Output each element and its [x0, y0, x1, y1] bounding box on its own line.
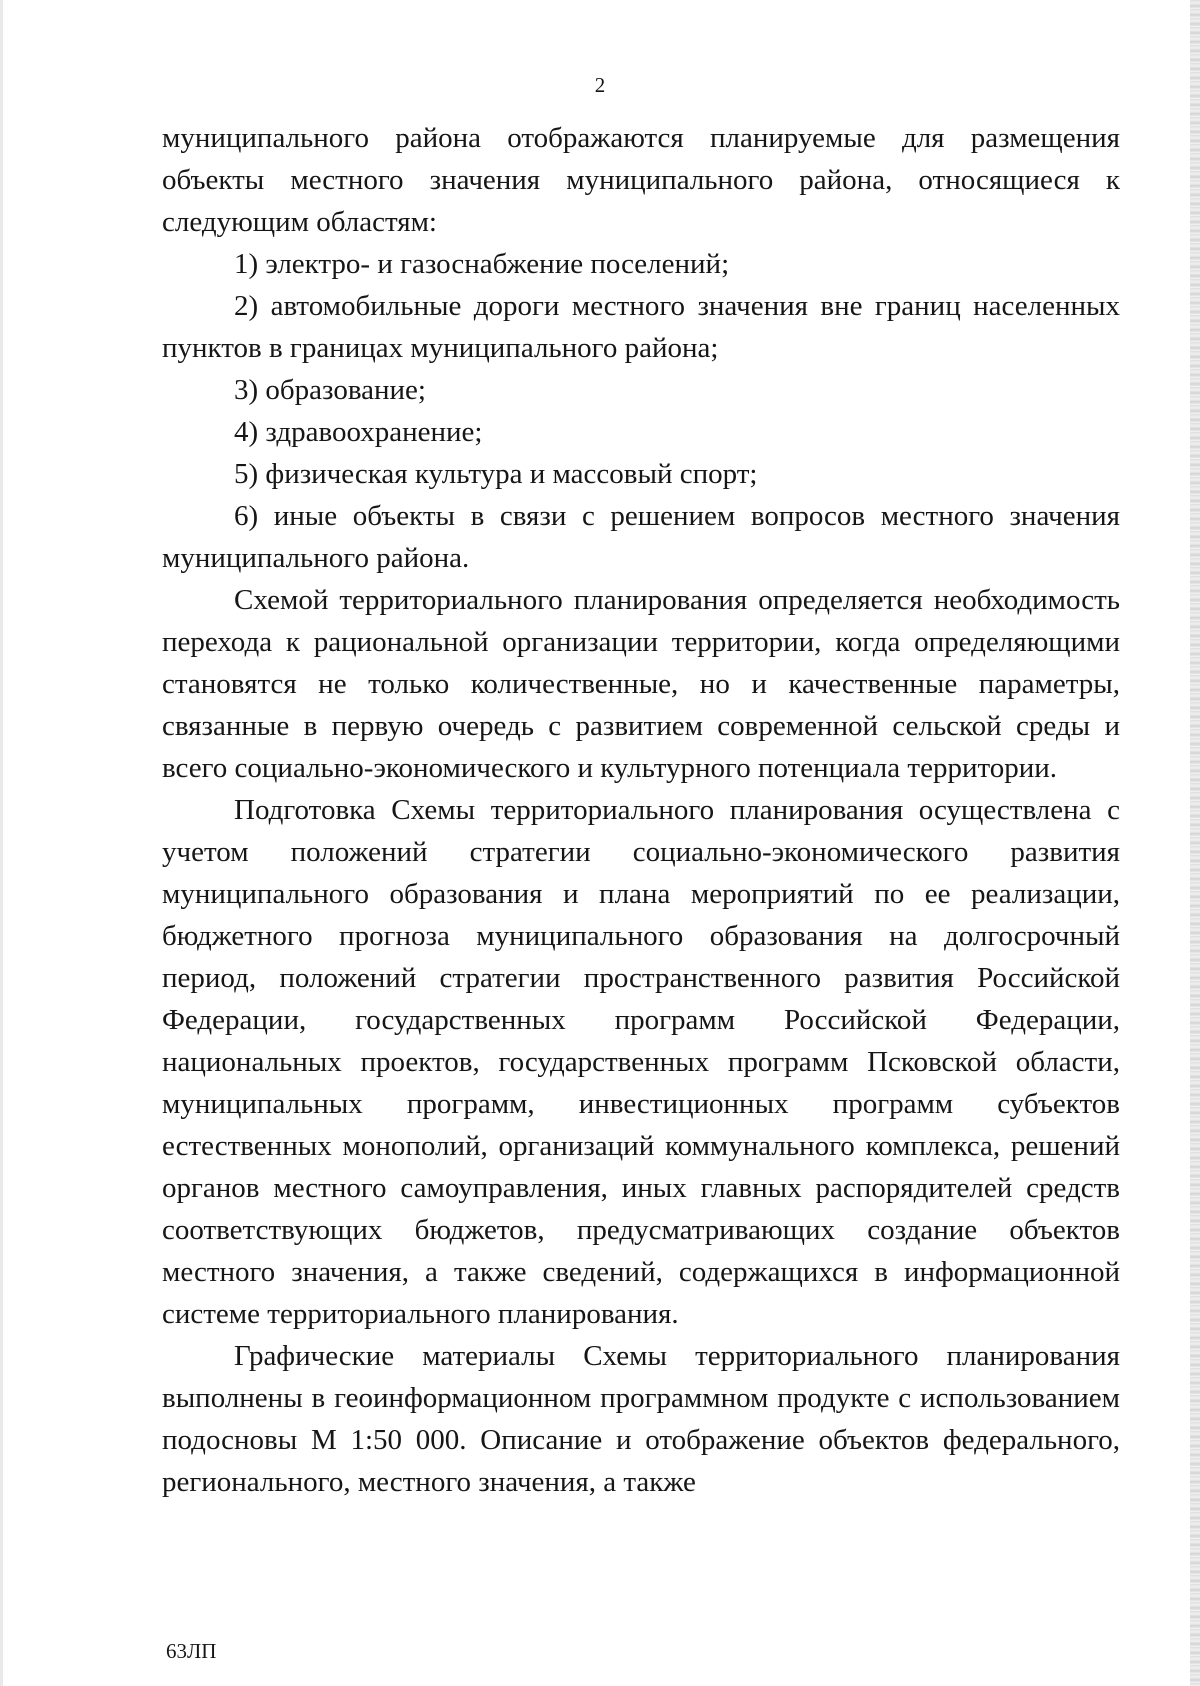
paragraph-graphic-materials: Графические материалы Схемы территориального планирования выполнены в геоинформационном программном продукте с использованием подосновы М 1:50 000. Описание и отображение объектов федерального, регионального, местного значения, а также [162, 1340, 1120, 1498]
page-number: 2 [594, 73, 606, 97]
paragraph-scheme-preparation: Подготовка Схемы территориального планирования осуществлена с учетом положений стратегии социально-экономического развития муниципального образования и плана мероприятий по ее реализации, бюджетного прогноза муниципального образования на долгосрочный период, положений стратегии пространственного развития Российской Федерации, государственных программ Российской Федерации, национальных проектов, государственных программ Псковской области, муниципальных программ, инвестиционных программ субъектов естественных монополий, организаций коммунального комплекса, решений органов местного самоуправления, иных главных распорядителей средств соответствующих бюджетов, предусматривающих создание объектов местного значения, а также сведений, содержащихся в информационной системе территориального планирования. [162, 794, 1120, 1330]
list-item-1: 1) электро- и газоснабжение поселений; [234, 248, 730, 280]
paragraph-scheme-purpose: Схемой территориального планирования определяется необходимость перехода к рациональной организации территории, когда определяющими становятся не только количественные, но и качественные параметры, связанные в первую очередь с развитием современной сельской среды и всего социально-экономического и культурного потенциала территории. [162, 584, 1120, 784]
list-item-5: 5) физическая культура и массовый спорт; [234, 458, 758, 490]
list-item-4: 4) здравоохранение; [234, 416, 483, 448]
scan-border-left [0, 0, 3, 1686]
scan-border-right [1190, 0, 1200, 1686]
footer-document-code: 63ЛП [166, 1639, 217, 1663]
list-item-3: 3) образование; [234, 374, 426, 406]
paragraph-continuation: муниципального района отображаются планируемые для размещения объекты местного значения муниципального района, относящиеся к следующим областям: [162, 122, 1120, 238]
list-item-2: 2) автомобильные дороги местного значения вне границ населенных пунктов в границах муниципального района; [162, 290, 1120, 364]
list-item-6: 6) иные объекты в связи с решением вопросов местного значения муниципального района. [162, 500, 1120, 574]
document-body [162, 117, 1120, 1503]
